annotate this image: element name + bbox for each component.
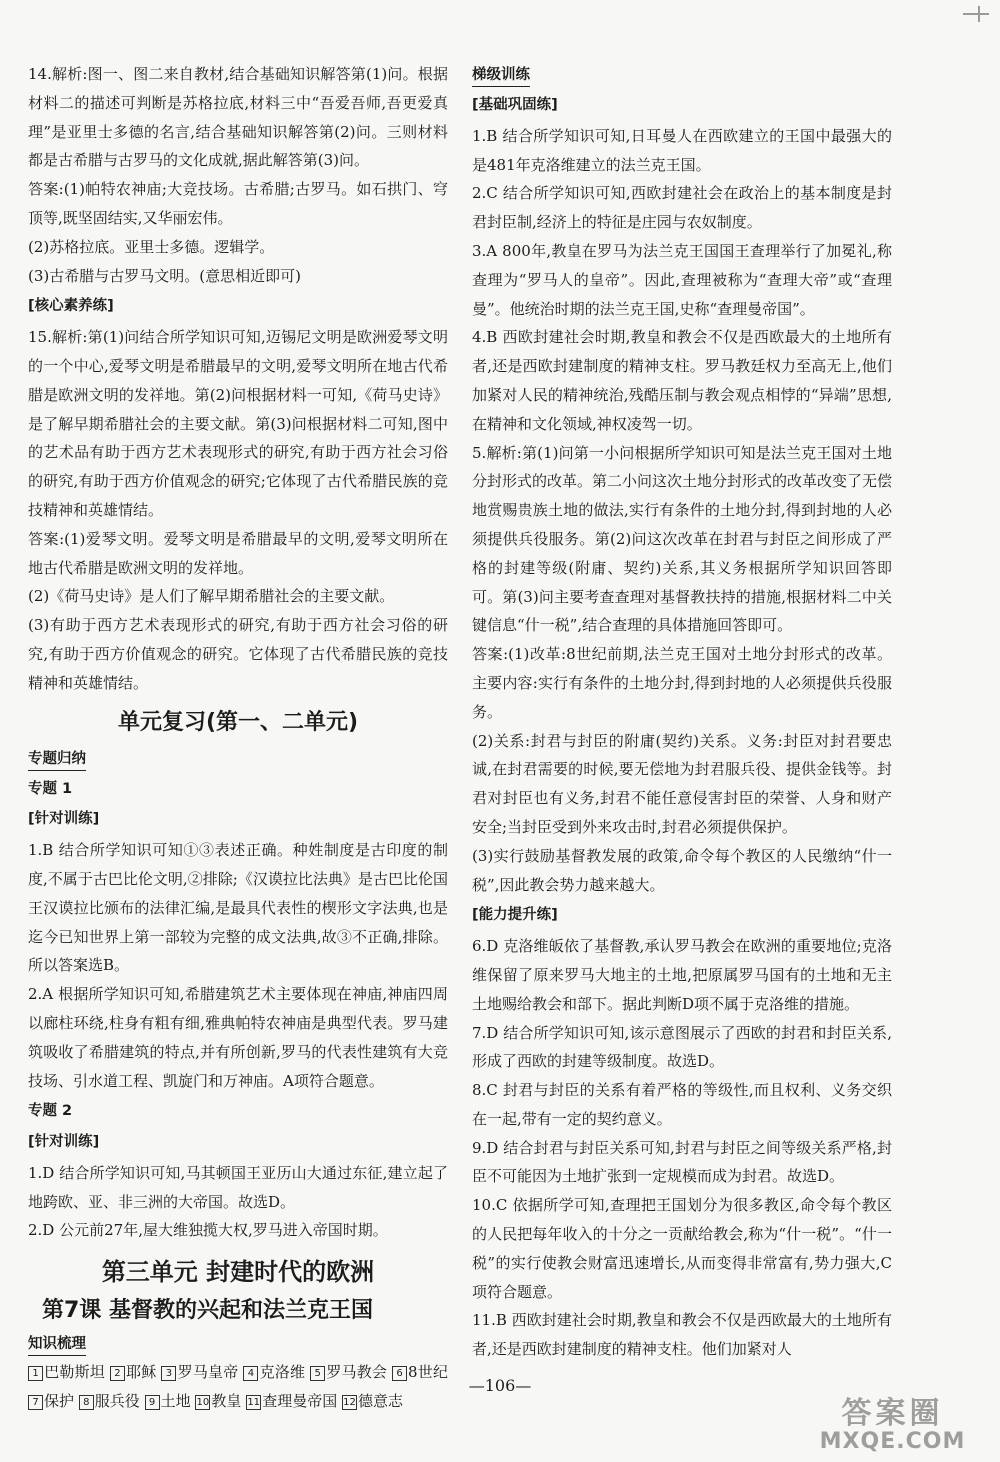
answer-14-answer-3: (3)古希腊与古罗马文明。(意思相近即可) <box>28 266 301 285</box>
knowledge-item: 12 德意志 <box>343 1392 403 1411</box>
answer-5-analysis: 5.解析:第(1)问第一小问根据所学知识可知是法兰克王国对土地分封形式的改革。第二小问这次土地分封形式的改革改变了无偿地赏赐贵族土地的做法,实行有条件的土地分封,得到封地的人必须提供兵役服务。第(2)问这次改革在封君与封臣之间形成了严格的封建等级(附庸、契约)关系,其义务根据所学知识回答即可。第(3)问主要考查查理对基督教扶持的措施,根据材料二中关键信息“什一税”,结合查理的具体措施回答即可。 <box>472 443 893 635</box>
answer-2: 2.C 结合所学知识可知,西欧封建社会在政治上的基本制度是封君封臣制,经济上的特征是庄园与农奴制度。 <box>472 184 892 232</box>
answer-11: 11.B 西欧封建社会时期,教皇和教会不仅是西欧最大的土地所有者,还是西欧封建制度的精神支柱。他们加紧对人 <box>472 1311 892 1359</box>
answer-14-answer-2: (2)苏格拉底。亚里士多德。逻辑学。 <box>28 237 275 256</box>
topic2-answer-1: 1.D 结合所学知识可知,马其顿国王亚历山大通过东征,建立起了地跨欧、亚、非三洲的大帝国。故选D。 <box>28 1163 448 1211</box>
answer-7: 7.D 结合所学知识可知,该示意图展示了西欧的封君和封臣关系,形成了西欧的封建等级制度。故选D。 <box>472 1023 892 1071</box>
knowledge-item: 9 土地 <box>145 1392 191 1410</box>
section-basic: [基础巩固练] <box>472 97 558 113</box>
answer-15-analysis: 15.解析:第(1)问结合所学知识可知,迈锡尼文明是欧洲爱琴文明的一个中心,爱琴文明是希腊最早的文明,爱琴文明所在地古代希腊是欧洲文明的发祥地。第(2)问根据材料一可知,《荷马史诗》是了解早期希腊社会的主要文献。第(3)问根据材料二可知,图中的艺术品有助于西方艺术表现形式的研究,有助于西方社会习俗的研究,有助于西方价值观念的研究;它体现了古代希腊民族的竞技精神和英雄情结。 <box>28 328 448 519</box>
knowledge-item: 2 耶稣 <box>110 1363 157 1381</box>
topic1-answer-1: 1.B 结合所学知识可知①③表述正确。种姓制度是古印度的制度,不属于古巴比伦文明,②排除;《汉谟拉比法典》是古巴比伦国王汉谟拉比颁布的法律汇编,是最具代表性的楔形文字法典,也是迄今已知世界上第一部较为完整的成文法典,故③不正确,排除。所以答案选B。 <box>28 841 448 975</box>
knowledge-item: 5 罗马教会 <box>310 1363 387 1381</box>
answer-9: 9.D 结合封君与封臣关系可知,封君与封臣之间等级关系严格,封臣不可能因为土地扩张到一定规模而成为封君。故选D。 <box>472 1138 892 1186</box>
topic-2-heading: 专题 2 <box>28 1103 73 1120</box>
page-number: —106— <box>468 1376 532 1395</box>
section-targeted-1: [针对训练] <box>28 811 100 828</box>
answer-5-answer-2: (2)关系:封君与封臣的附庸(契约)关系。义务:封臣对封君要忠诚,在封君需要的时候,要无偿地为封君服兵役、提供金钱等。封君对封臣也有义务,封君不能任意侵害封臣的荣誉、人身和财产安全;当封臣受到外来攻击时,封君必须提供保护。 <box>472 731 892 836</box>
watermark-text-top: 答案圈 <box>841 1396 944 1431</box>
section-ability: [能力提升练] <box>472 907 558 924</box>
left-column <box>28 60 448 1416</box>
answer-15-answer-3: (3)有助于西方艺术表现形式的研究,有助于西方社会习俗的研究,有助于西方价值观念的研究。它体现了古代希腊民族的竞技精神和英雄情结。 <box>28 616 448 692</box>
watermark-text-bottom: MXQE.COM <box>819 1429 966 1454</box>
answer-3: 3.A 800年,教皇在罗马为法兰克王国国王查理举行了加冕礼,称查理为“罗马人的皇帝”。因此,查理被称为“查理大帝”或“查理曼”。他统治时期的法兰克王国,史称“查理曼帝国”。 <box>472 241 892 318</box>
answer-6: 6.D 克洛维皈依了基督教,承认罗马教会在欧洲的重要地位;克洛维保留了原来罗马大地主的土地,把原属罗马国有的土地和无主土地赐给教会和部下。据此判断D项不属于克洛维的措施。 <box>472 937 892 1013</box>
topic2-answer-2: 2.D 公元前27年,屋大维独揽大权,罗马进入帝国时期。 <box>28 1221 388 1240</box>
knowledge-item: 3 罗马皇帝 <box>161 1363 238 1381</box>
answer-10: 10.C 依据所学可知,查理把王国划分为很多教区,命令每个教区的人民把每年收入的十分之一贡献给教会,称为“什一税”。“什一税”的实行使教会财富迅速增长,从而变得非常富有,势力强大,C项符合题意。 <box>472 1196 892 1301</box>
topic1-answer-2: 2.A 根据所学知识可知,希腊建筑艺术主要体现在神庙,神庙四周以廊柱环绕,柱身有粗有细,雅典帕特农神庙是典型代表。罗马建筑吸收了希腊建筑的特点,并有所创新,罗马的代表性建筑有大竞技场、引水道工程、凯旋门和万神庙。A项符合题意。 <box>28 985 448 1090</box>
answer-8: 8.C 封君与封臣的关系有着严格的等级性,而且权利、义务交织在一起,带有一定的契约意义。 <box>472 1081 892 1128</box>
answer-15-answer-2: (2)《荷马史诗》是人们了解早期希腊社会的主要文献。 <box>28 587 395 606</box>
ladder-training-label: 梯级训练 <box>472 64 530 87</box>
knowledge-item: 10 教皇 <box>196 1392 242 1411</box>
knowledge-item: 7 保护 <box>28 1392 74 1410</box>
knowledge-item: 11 查理曼帝国 <box>247 1392 338 1411</box>
unit-review-title: 单元复习(第一、二单元) <box>117 709 359 735</box>
unit-3-title: 第三单元 封建时代的欧洲 <box>101 1258 375 1287</box>
answer-15-answer-1: 答案:(1)爱琴文明。爱琴文明是希腊最早的文明,爱琴文明所在地古代希腊是欧洲文明的发祥地。 <box>28 529 448 577</box>
answer-14-answer-1: 答案:(1)帕特农神庙;大竞技场。古希腊;古罗马。如石拱门、穹顶等,既坚固结实,又华丽宏伟。 <box>28 180 448 227</box>
knowledge-item: 8 服兵役 <box>79 1392 140 1410</box>
section-targeted-2: [针对训练] <box>28 1134 100 1151</box>
knowledge-item: 6 8世纪 <box>392 1363 448 1381</box>
topic-1-heading: 专题 1 <box>28 780 73 797</box>
answer-5-answer-1: 答案:(1)改革:8世纪前期,法兰克王国对土地分封形式的改革。主要内容:实行有条件的土地分封,得到封地的人必须提供兵役服务。 <box>472 645 892 721</box>
right-column <box>472 60 892 1364</box>
topic-summary-label: 专题归纳 <box>28 748 86 771</box>
knowledge-item: 4 克洛维 <box>243 1363 305 1381</box>
answer-14-analysis: 14.解析:图一、图二来自教材,结合基础知识解答第(1)问。根据材料二的描述可判断是苏格拉底,材料三中“吾爱吾师,吾更爱真理”是亚里士多德的名言,结合基础知识解答第(2)问。三则材料都是古希腊与古罗马的文化成就,据此解答第(3)问。 <box>28 65 448 170</box>
answer-5-answer-3: (3)实行鼓励基督教发展的政策,命令每个教区的人民缴纳“什一税”,因此教会势力越来越大。 <box>472 846 892 894</box>
knowledge-item: 1 巴勒斯坦 <box>28 1363 105 1381</box>
watermark-logo <box>800 1398 985 1458</box>
answer-4: 4.B 西欧封建社会时期,教皇和教会不仅是西欧最大的土地所有者,还是西欧封建制度的精神支柱。罗马教廷权力至高无上,他们加紧对人民的精神统治,残酷压制与教会观点相悖的“异端”思想,在精神和文化领域,神权凌驾一切。 <box>472 328 892 433</box>
knowledge-label: 知识梳理 <box>28 1333 86 1356</box>
answer-1: 1.B 结合所学知识可知,日耳曼人在西欧建立的王国中最强大的是481年克洛维建立的法兰克王国。 <box>472 126 892 174</box>
lesson-7-title: 第7课 基督教的兴起和法兰克王国 <box>42 1298 373 1324</box>
corner-mark-icon <box>955 0 995 30</box>
section-core-literacy: [核心素养练] <box>28 298 114 315</box>
